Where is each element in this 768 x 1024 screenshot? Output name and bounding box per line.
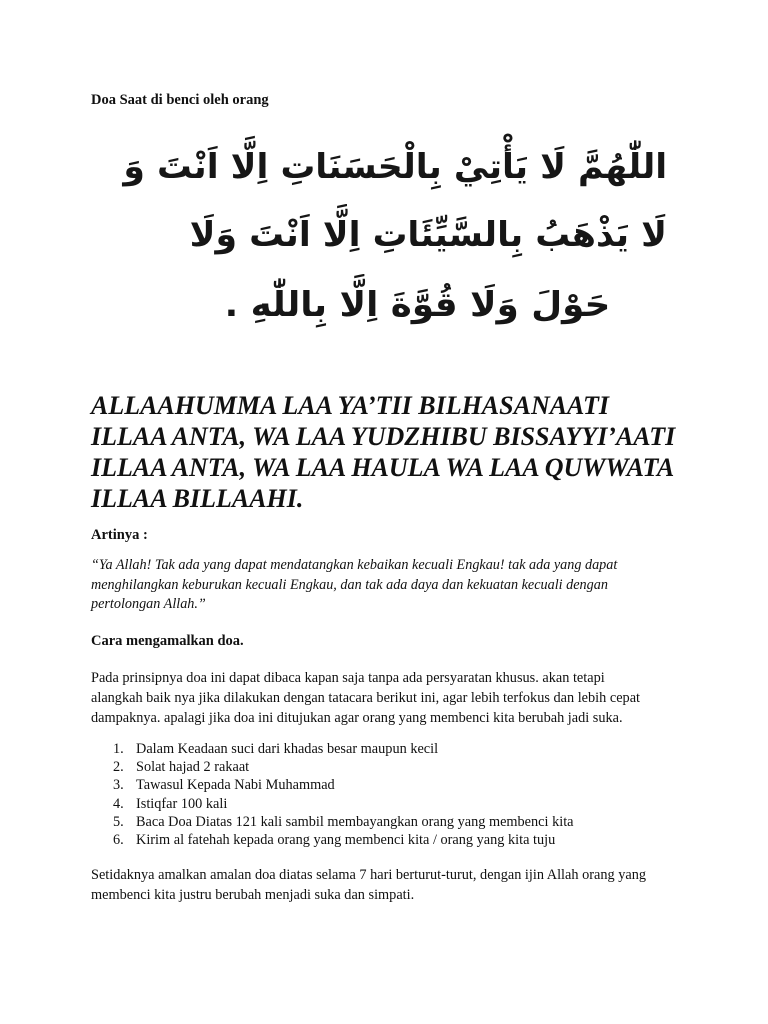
arabic-line-2: لَا يَذْهَبُ بِالسَّيِّئَاتِ اِلَّا اَنْتَ وَلَا [189,215,667,255]
closing-line-1: Setidaknya amalkan amalan doa diatas selama 7 hari berturut-turut, dengan ijin Allah orang yang [91,867,647,883]
intro-line-1: Pada prinsipnya doa ini dapat dibaca kapan saja tanpa ada persyaratan khusus. akan tetapi [91,670,605,686]
closing-line-2: membenci kita justru berubah menjadi suka dan simpati. [91,887,415,903]
step-number: 6. [113,832,124,849]
intro-line-2: alangkah baik nya jika dilakukan dengan tatacara berikut ini, agar lebih terfokus dan lebih cepat [91,690,641,706]
list-item [113,813,693,831]
meaning-label: Artinya : [91,527,148,543]
transliteration-line-3: ILLAA ANTA, WA LAA HAULA WA LAA QUWWATA [91,453,675,482]
closing-paragraph [91,865,691,905]
transliteration-block [91,390,691,514]
meaning-line-1: “Ya Allah! Tak ada yang dapat mendatangkan kebaikan kecuali Engkau! tak ada yang dapat [91,557,618,573]
step-text: Solat hajad 2 rakaat [136,759,250,776]
step-number: 2. [113,759,124,776]
step-number: 1. [113,741,124,757]
transliteration-line-2: ILLAA ANTA, WA LAA YUDZHIBU BISSAYYI’AATI [91,422,676,451]
step-text: Baca Doa Diatas 121 kali sambil membayangkan orang yang membenci kita [136,813,574,830]
meaning-line-2: menghilangkan keburukan kecuali Engkau, dan tak ada daya dan kekuatan kecuali dengan [91,576,608,593]
step-number: 5. [113,813,124,830]
list-item [113,831,693,849]
step-text: Tawasul Kepada Nabi Muhammad [136,777,335,794]
step-text: Kirim al fatehah kepada orang yang membenci kita / orang yang kita tuju [136,832,556,849]
step-number: 3. [113,777,124,794]
step-number: 4. [113,795,124,812]
transliteration-line-1: ALLAAHUMMA LAA YA’TII BILHASANAATI [91,391,609,420]
steps-list [113,740,693,849]
document-title: Doa Saat di benci oleh orang [91,92,269,108]
arabic-prayer-text [100,138,675,348]
list-item [113,758,693,776]
practice-heading: Cara mengamalkan doa. [91,633,244,649]
arabic-line-3: حَوْلَ وَلَا قُوَّةَ اِلَّا بِاللّٰهِ . [224,285,610,325]
step-text: Istiqfar 100 kali [136,795,228,812]
intro-paragraph [91,668,691,728]
meaning-line-3: pertolongan Allah.” [91,596,206,612]
meaning-text [91,556,691,615]
list-item [113,776,693,794]
transliteration-line-4: ILLAA BILLAAHI. [91,484,304,513]
step-text: Dalam Keadaan suci dari khadas besar maupun kecil [136,741,439,757]
list-item [113,740,693,758]
list-item [113,795,693,813]
intro-line-3: dampaknya. apalagi jika doa ini ditujukan agar orang yang membenci kita berubah jadi suka. [91,710,623,726]
arabic-line-1: اللّٰهُمَّ لَا يَأْتِيْ بِالْحَسَنَاتِ اِلَّا اَنْتَ وَ [123,147,667,187]
